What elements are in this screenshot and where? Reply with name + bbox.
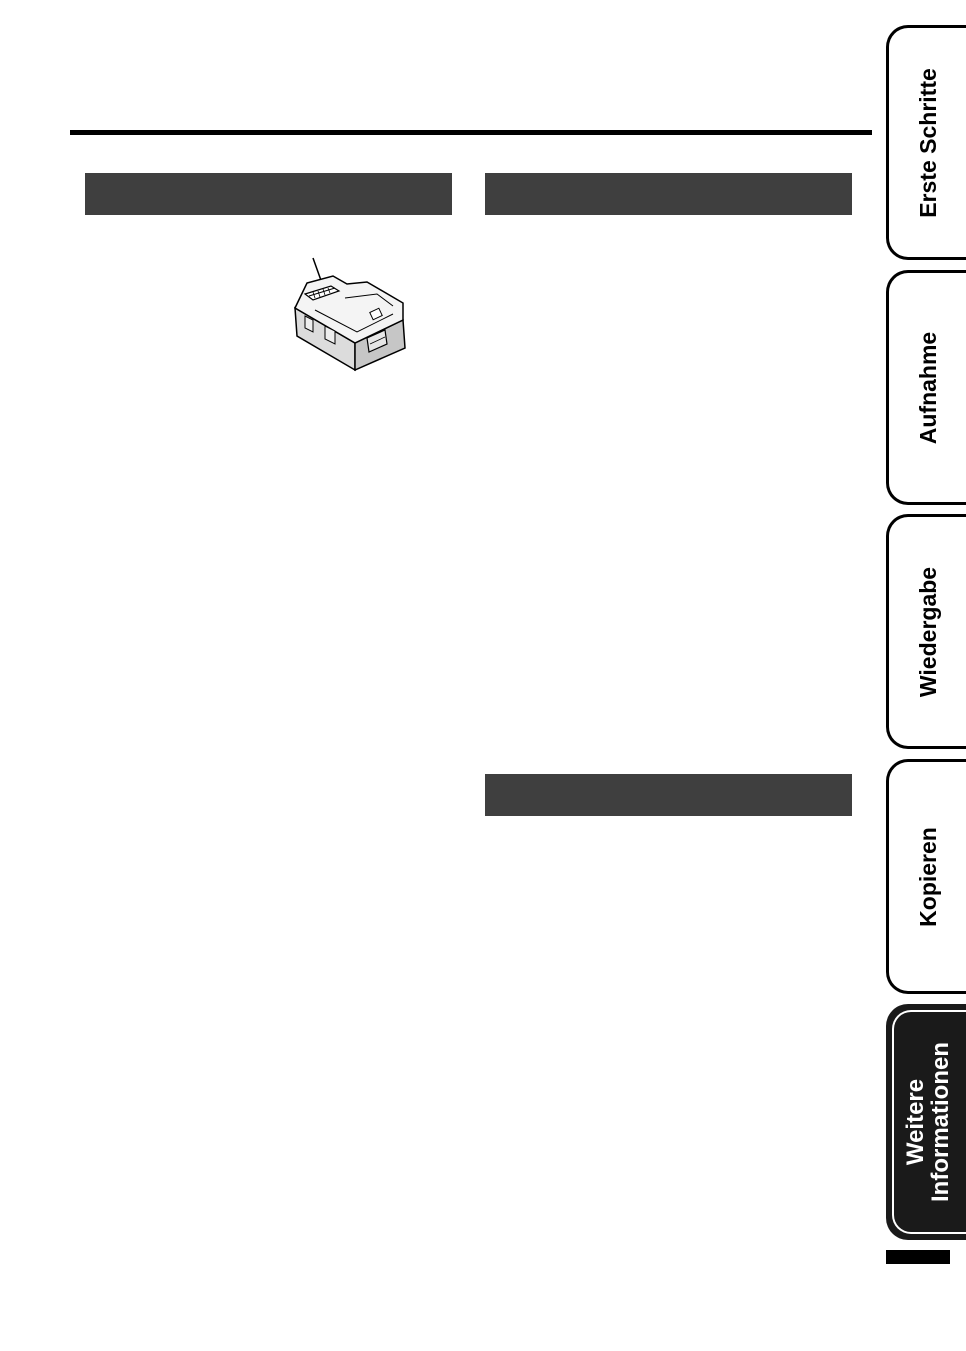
battery-pack-illustration — [285, 248, 410, 376]
section-heading-bar-left — [85, 173, 452, 215]
header-rule — [70, 130, 872, 135]
tab-label-line-2: Informationen — [926, 1042, 954, 1202]
tab-kopieren[interactable] — [886, 759, 966, 994]
tab-wiedergabe[interactable] — [886, 514, 966, 749]
tab-label: Kopieren — [914, 826, 941, 927]
tab-aufnahme[interactable] — [886, 270, 966, 505]
page-edge-marker — [886, 1250, 950, 1264]
tab-erste-schritte[interactable] — [886, 25, 966, 260]
tab-label: Erste Schritte — [914, 67, 941, 218]
tab-label — [903, 1042, 953, 1202]
tab-label: Wiedergabe — [914, 566, 941, 697]
tab-label-line-1: Weitere — [901, 1078, 929, 1166]
section-heading-bar-right-bottom — [485, 774, 852, 816]
tab-label: Aufnahme — [914, 331, 941, 444]
tab-weitere-informationen[interactable] — [886, 1004, 966, 1240]
section-heading-bar-right-top — [485, 173, 852, 215]
